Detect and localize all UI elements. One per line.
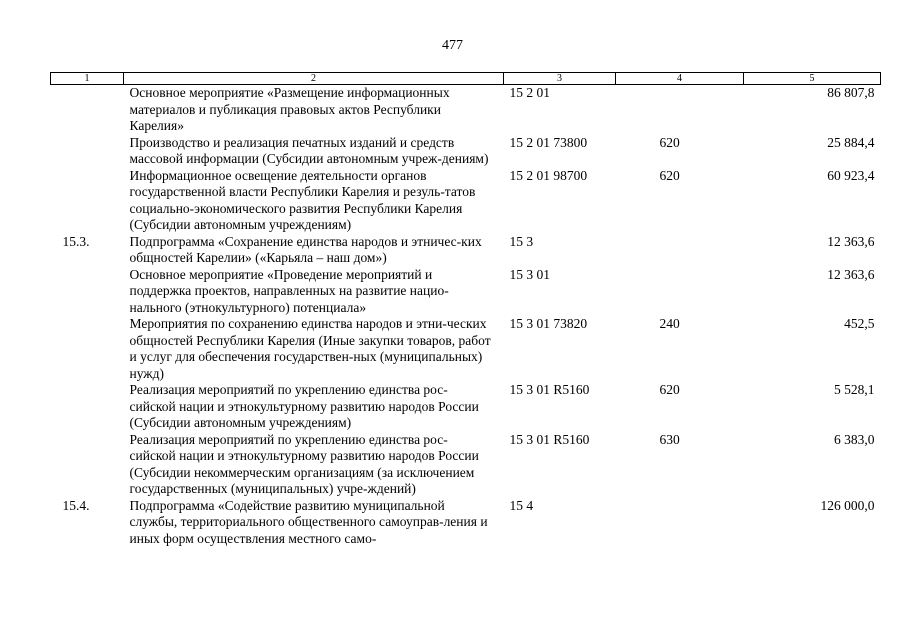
row-name: Основное мероприятие «Проведение мероприятий и поддержка проектов, направленных на развитие нацио-нального (этнокультурного) потенциала»	[129, 266, 449, 315]
row-name: Подпрограмма «Содействие развитию муниципальной службы, территориального общественного самоуправ-ления и иных форм осуществления местного само-	[129, 497, 488, 546]
table-row	[51, 168, 881, 234]
column-header-5: 5	[744, 73, 881, 85]
row-number	[51, 316, 124, 382]
column-header-3: 3	[504, 73, 616, 85]
row-code: 15 2 01	[509, 85, 550, 100]
row-type: 620	[659, 167, 680, 183]
row-type	[616, 85, 744, 135]
page-number: 477	[442, 38, 463, 53]
column-header-2: 2	[124, 73, 504, 85]
row-number	[51, 85, 124, 135]
row-number	[51, 382, 124, 432]
table-row	[51, 85, 881, 135]
row-amount: 25 884,4	[827, 134, 875, 150]
table-row	[51, 267, 881, 317]
row-number: 15.3.	[62, 233, 90, 249]
row-amount: 5 528,1	[834, 382, 875, 397]
row-code: 15 3 01 73820	[509, 316, 588, 331]
row-code: 15 3 01 R5160	[509, 431, 590, 447]
row-amount: 60 923,4	[827, 167, 875, 183]
row-type	[616, 498, 744, 548]
row-type: 620	[659, 134, 680, 150]
row-type	[616, 234, 744, 267]
row-amount: 6 383,0	[834, 431, 875, 447]
table-row	[51, 498, 881, 548]
table-row	[51, 234, 881, 267]
row-name: Реализация мероприятий по укреплению единства рос-сийской нации и этнокультурному развитию народов России (Субсидии автономным учреждениям)	[129, 382, 479, 430]
row-name: Производство и реализация печатных изданий и средств массовой информации (Субсидии автономным учреж-дениям)	[129, 134, 489, 166]
row-type: 630	[659, 431, 680, 447]
row-name: Основное мероприятие «Размещение информационных материалов и публикация правовых актов Республики Карелия»	[129, 85, 450, 133]
table-row	[51, 432, 881, 498]
row-amount: 126 000,0	[820, 497, 875, 513]
row-amount: 12 363,6	[827, 233, 875, 249]
table-row	[51, 316, 881, 382]
table-row	[51, 135, 881, 168]
row-type: 240	[659, 316, 680, 331]
row-name: Мероприятия по сохранению единства народов и этни-ческих общностей Республики Карелия (Иные закупки товаров, работ и услуг для обеспечения государствен-ных (муниципальных) нужд)	[129, 316, 491, 381]
row-number: 15.4.	[62, 497, 90, 513]
row-amount: 86 807,8	[827, 85, 875, 100]
row-name: Информационное освещение деятельности органов государственной власти Республики Карелия и резуль-татов социально-экономического развития Республики Карелия (Субсидии автономным учреждениям)	[129, 167, 476, 232]
row-name: Реализация мероприятий по укреплению единства рос-сийской нации и этнокультурному развитию народов России (Субсидии некоммерческим организациям (за исключением государственных (муниципальных) учре-ждений)	[129, 431, 479, 496]
row-type: 620	[659, 382, 680, 397]
column-header-4: 4	[616, 73, 744, 85]
row-amount: 12 363,6	[827, 266, 875, 282]
row-code: 15 3 01 R5160	[509, 382, 590, 397]
row-number	[51, 432, 124, 498]
row-code: 15 2 01 98700	[509, 167, 588, 183]
row-code: 15 3	[509, 233, 534, 249]
row-code: 15 2 01 73800	[509, 134, 588, 150]
budget-table	[50, 72, 881, 547]
table-row	[51, 382, 881, 432]
row-code: 15 3 01	[509, 266, 550, 282]
row-number	[51, 135, 124, 168]
row-amount: 452,5	[844, 316, 875, 331]
row-number	[51, 168, 124, 234]
row-code: 15 4	[509, 497, 534, 513]
table-header-row	[51, 73, 881, 85]
row-number	[51, 267, 124, 317]
row-type	[616, 267, 744, 317]
row-name: Подпрограмма «Сохранение единства народов и этничес-ких общностей Карелии» («Карьяла – наш дом»)	[129, 233, 482, 265]
column-header-1: 1	[51, 73, 124, 85]
